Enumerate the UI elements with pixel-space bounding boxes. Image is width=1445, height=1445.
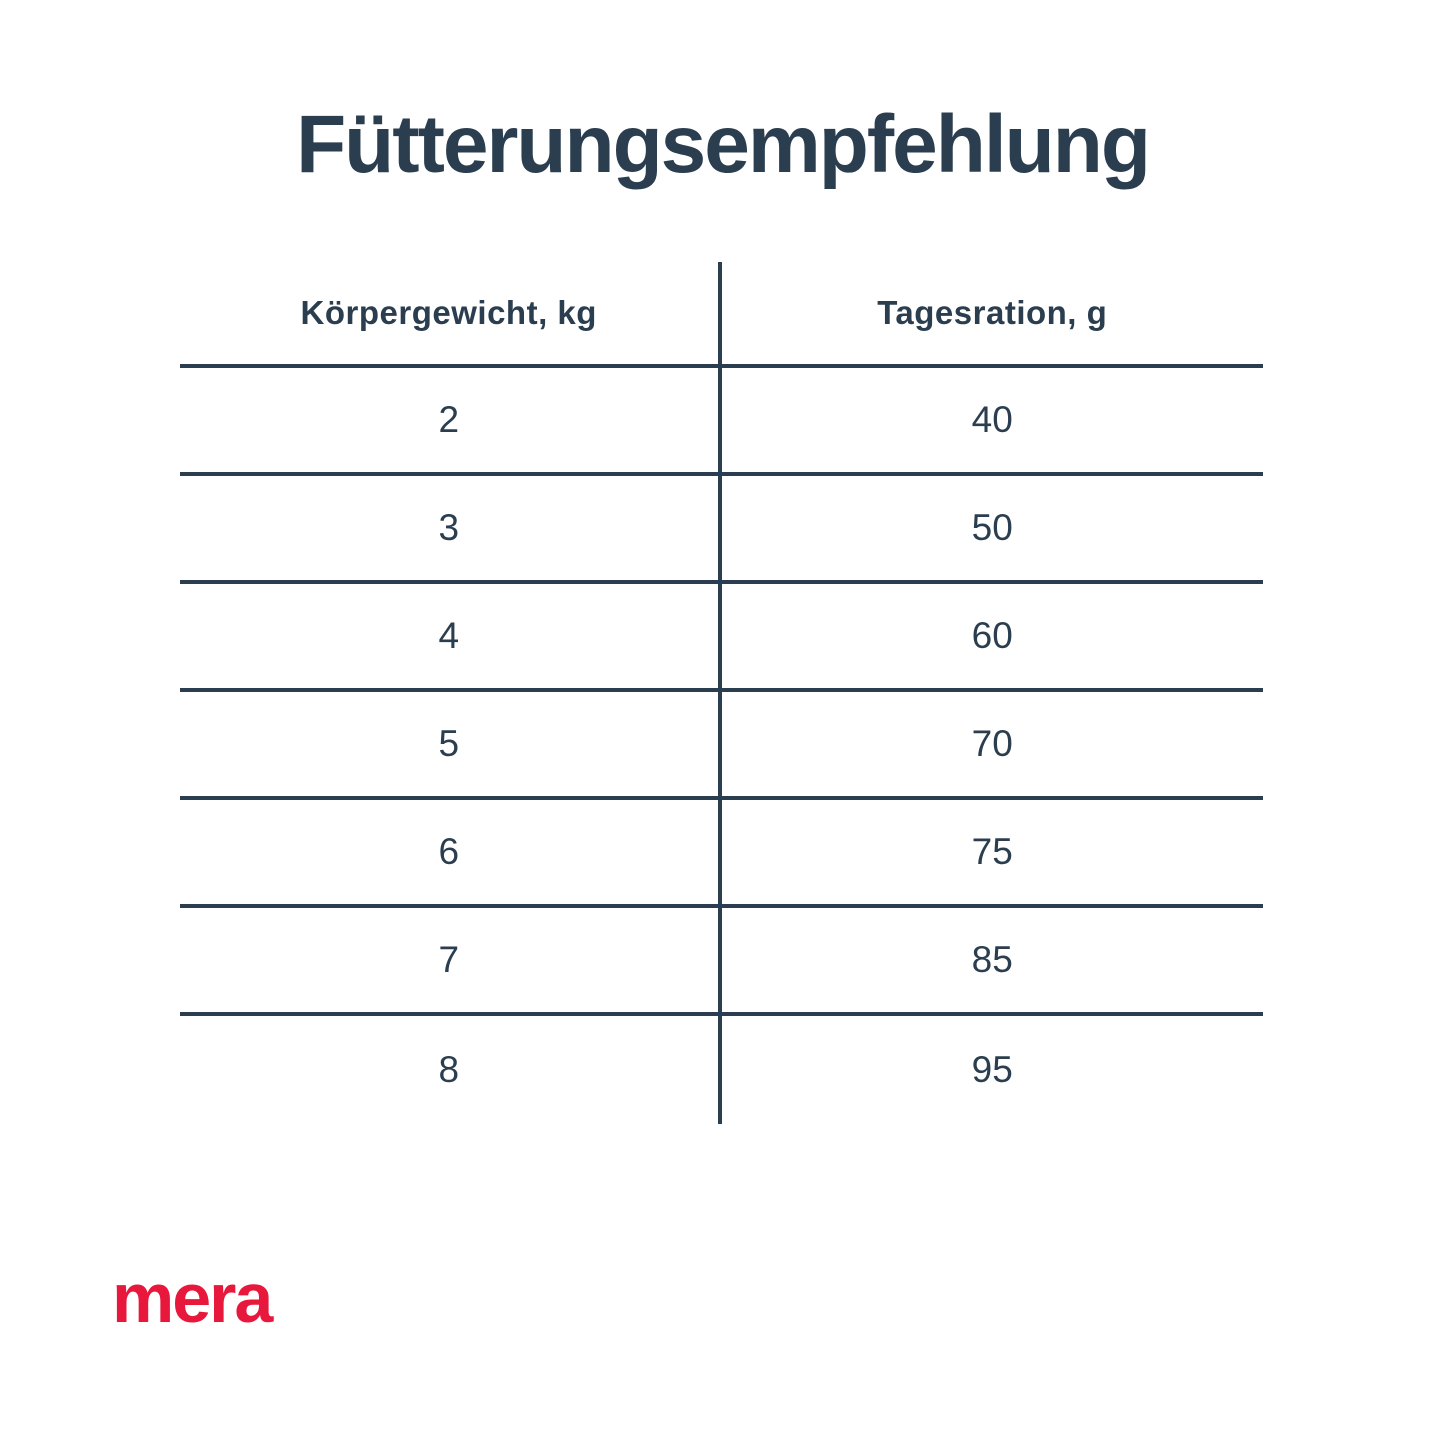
table-row	[180, 584, 1263, 692]
daily-ration-value: 40	[971, 399, 1013, 440]
mera-brand-logo: mera	[112, 1259, 272, 1337]
body-weight-value: 6	[180, 800, 722, 904]
table-row	[180, 476, 1263, 584]
daily-ration-value: 50	[971, 507, 1013, 548]
body-weight-value: 3	[180, 476, 722, 580]
table-row	[180, 800, 1263, 908]
column-header-body-weight: Körpergewicht, kg	[180, 262, 722, 364]
page-title: Fütterungsempfehlung	[296, 99, 1149, 190]
table-row	[180, 908, 1263, 1016]
table-header-row	[180, 262, 1263, 368]
daily-ration-value: 75	[971, 831, 1013, 872]
table-row	[180, 1016, 1263, 1124]
table-row	[180, 368, 1263, 476]
daily-ration-value: 85	[971, 939, 1013, 980]
feeding-recommendation-table	[180, 262, 1263, 1124]
body-weight-value: 4	[180, 584, 722, 688]
table-row	[180, 692, 1263, 800]
body-weight-value: 2	[180, 368, 722, 472]
daily-ration-value: 95	[971, 1049, 1013, 1090]
body-weight-value: 7	[180, 908, 722, 1012]
daily-ration-value: 60	[971, 615, 1013, 656]
daily-ration-value: 70	[971, 723, 1013, 764]
body-weight-value: 5	[180, 692, 722, 796]
body-weight-value: 8	[180, 1016, 722, 1124]
column-header-daily-ration: Tagesration, g	[877, 294, 1108, 331]
